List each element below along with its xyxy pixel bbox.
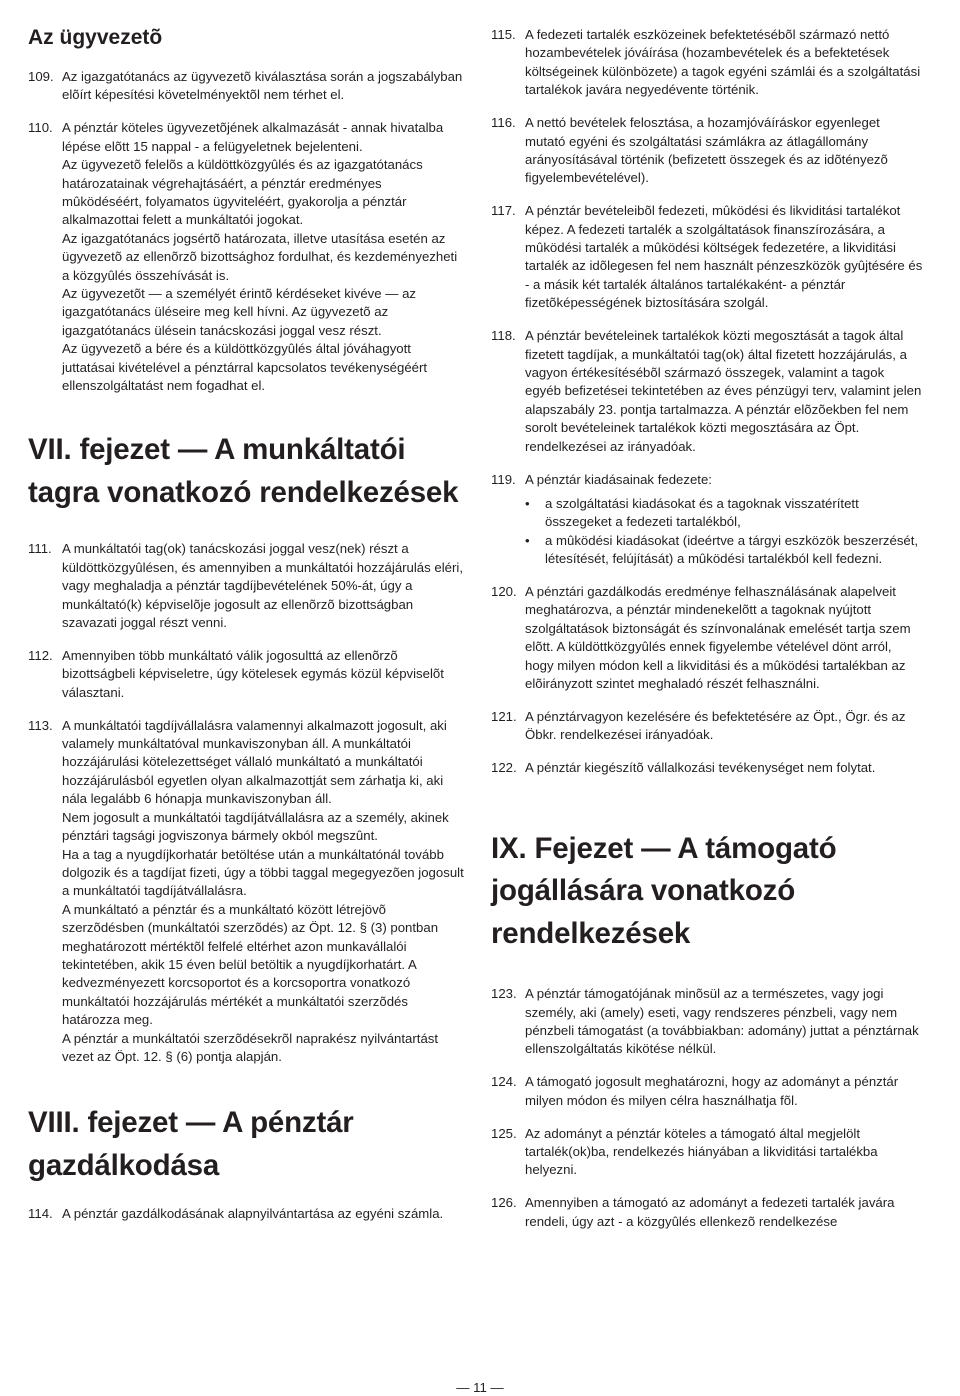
- chapter-title-ix: IX. Fejezet — A támogató jogállására vonatkozó rendelkezések: [491, 831, 837, 950]
- paragraph-text: Ha a tag a nyugdíjkorhatár betöltése után a munkáltatónál tovább dolgozik és a tagdíjat fizeti, úgy a többi taggal megegyezõen jogosult a munkáltatói tagdíjátvállalásra.: [62, 846, 464, 899]
- paragraph-number: 114.: [28, 1206, 53, 1222]
- paragraph-number: 112.: [28, 647, 53, 663]
- paragraph-number: 116.: [491, 115, 516, 131]
- paragraph-112: [28, 647, 465, 702]
- paragraph-text: Az ügyvezetõ a bére és a küldöttközgyûlés által jóváhagyott juttatásai kivételével a pénztárral kapcsolatos tevékenységéért ellenszolgáltatást nem fogadhat el.: [62, 341, 428, 393]
- paragraph-text: A támogató jogosult meghatározni, hogy az adományt a pénztár milyen módon és milyen célra használhatja fõl.: [525, 1074, 899, 1108]
- paragraph-number: 124.: [491, 1074, 517, 1090]
- paragraph-number: 121.: [491, 709, 517, 724]
- paragraph-126: [491, 1194, 923, 1231]
- paragraph-text: Az ügyvezetõ felelõs a küldöttközgyûlés és az igazgatótanács határozatainak végrehajtásáért, a pénztár eredményes mûködéséért, folyamatos ügyviteléért, gyakorolja a pénztár alkalmazottai felett a munkáltatói jogokat.: [62, 157, 423, 228]
- paragraph-text: A pénztár támogatójának minõsül az a természetes, vagy jogi személy, aki (amely) eseti, vagy rendszeres pénzbeli, vagy nem pénzbeli támogatást (a továbbiakban: adomány) juttat a pénztárnak ellenszolgáltatás kikötése nélkül.: [525, 986, 919, 1057]
- paragraph-text: A pénztárvagyon kezelésére és befektetésére az Öpt., Ögr. és az Öbkr. rendelkezései irányadóak.: [525, 709, 906, 743]
- paragraph-113: [28, 717, 465, 1067]
- paragraph-text: A pénztár köteles ügyvezetõjének alkalmazását - annak hivatalba lépése elõtt 15 nappal - a felügyeletnek bejelenteni.: [62, 120, 444, 154]
- list-item: • a mûködési kiadásokat (ideértve a tárgyi eszközök beszerzését, létesítését, felújítását) a mûködési tartalékból kell fedezni.: [525, 532, 923, 569]
- paragraph-number: 125.: [491, 1125, 517, 1141]
- paragraph-123: [491, 985, 923, 1059]
- paragraph-text: A pénztár bevételeinek tartalékok közti megosztását a tagok által fizetett tagdíjak, a munkáltatói tag(ok) által fizetett hozzájárulás, a vagyon értékesítésébõl származó összegek, valamint a tagok egyéb befizetései tekintetében az éves pénzügyi terv, valamint jelen alapszabály 23. pontja tartalmazza. A pénztár elõzõekben fel nem sorolt bevételeinek tartalékok közti megosztására az Öpt. rendelkezései az irányadóak.: [525, 328, 922, 454]
- paragraph-115: [491, 26, 923, 100]
- paragraph-text: Az adományt a pénztár köteles a támogató által megjelölt tartalék(ok)ba, rendelkezés hiányában a likviditási tartalékba helyezni.: [525, 1125, 878, 1178]
- paragraph-122: [491, 759, 923, 777]
- paragraph-109: [28, 68, 465, 105]
- chapter-title-vii: VII. fejezet — A munkáltatói tagra vonatkozó rendelkezések: [28, 433, 459, 509]
- paragraph-text: A munkáltatói tag(ok) tanácskozási joggal vesz(nek) részt a küldöttközgyûlésen, és amennyiben a munkáltatói hozzájárulás eléri, vagy meghaladja a pénztár tagdíjbevételének 50%-át, úgy a munkáltató(k) képviselõje jogosult az ellenõrzõ bizottságban szavazati joggal részt venni.: [62, 541, 463, 631]
- right-column: [491, 26, 923, 1231]
- paragraph-text: Az ügyvezetõt — a személyét érintõ kérdéseket kivéve — az igazgatótanács üléseire meg kell hívni. Az ügyvezetõ az igazgatótanács ülésein tanácskozási joggal vesz részt.: [62, 285, 417, 338]
- paragraph-number: 110.: [28, 120, 53, 136]
- paragraph-110: [28, 119, 465, 395]
- paragraph-number: 126.: [491, 1195, 517, 1211]
- paragraph-number: 109.: [28, 69, 54, 84]
- paragraph-text: A pénztár bevételeibõl fedezeti, mûködési és likviditási tartalékot képez. A fedezeti tartalék a szolgáltatások finanszírozására, a mûködési tartalék a mûködési költségek fedezetére, a likviditási tartalék az idõlegesen fel nem használt pénzeszközök gyûjtésére és - a másik két tartalék általános tartalékaként- a pénztár fizetõképességének biztosítására szolgál.: [525, 203, 923, 311]
- paragraph-number: 119.: [491, 471, 516, 487]
- paragraph-111: [28, 540, 465, 632]
- page-number: — 11 —: [456, 1380, 504, 1395]
- paragraph-118: [491, 327, 923, 456]
- paragraph-120: [491, 583, 923, 693]
- paragraph-119: [491, 471, 923, 489]
- paragraph-114: [28, 1205, 465, 1223]
- paragraph-number: 122.: [491, 760, 517, 776]
- paragraph-text: A pénztár gazdálkodásának alapnyilvántartása az egyéni számla.: [62, 1206, 444, 1222]
- paragraph-text: A munkáltató a pénztár és a munkáltató között létrejövõ szerzõdésben (munkáltatói szerzõdés) az Öpt. 12. § (3) pontban meghatározott mértéktõl felfelé eltérhet azon munkavállalói tekintetében, akik 15 éven belül betöltik a nyugdíjkorhatárt. A kedvezményezett korcsoportot és a korcsoportra vonatkozó munkáltatói hozzájárulás mértékét a munkáltatói szerzõdés határozza meg.: [62, 901, 439, 1028]
- paragraph-text: A pénztár kiegészítõ vállalkozási tevékenységet nem folytat.: [525, 760, 876, 776]
- paragraph-number: 111.: [28, 541, 52, 557]
- paragraph-121: [491, 708, 923, 745]
- paragraph-text: Nem jogosult a munkáltatói tagdíjátvállalásra az a személy, akinek pénztári tagsági jogviszonya bármely okból megszûnt.: [62, 809, 449, 844]
- paragraph-number: 113.: [28, 717, 53, 733]
- paragraph-number: 120.: [491, 584, 517, 600]
- paragraph-number: 118.: [491, 328, 516, 344]
- paragraph-116: [491, 114, 923, 188]
- section-title-ugyvezeto: Az ügyvezetõ: [28, 26, 163, 49]
- paragraph-125: [491, 1125, 923, 1180]
- chapter-title-viii: VIII. fejezet — A pénztár gazdálkodása: [28, 1106, 354, 1182]
- paragraph-text: Amennyiben a támogató az adományt a fedezeti tartalék javára rendeli, úgy azt - a közgyûlés ellenkezõ rendelkezése: [525, 1195, 895, 1229]
- paragraph-number: 123.: [491, 986, 517, 1002]
- expense-coverage-list: [525, 495, 923, 569]
- paragraph-number: 117.: [491, 203, 516, 219]
- paragraph-text: A pénztár kiadásainak fedezete:: [525, 471, 712, 487]
- paragraph-117: [491, 202, 923, 312]
- list-item: • a szolgáltatási kiadásokat és a tagoknak visszatérített összegeket a fedezeti tartalékból,: [525, 495, 923, 532]
- paragraph-text: A pénztár a munkáltatói szerzõdésekrõl naprakész nyilvántartást vezet az Öpt. 12. § (6) pontja alapján.: [62, 1030, 439, 1064]
- paragraph-text: A nettó bevételek felosztása, a hozamjóváíráskor egyenleget mutató egyéni és szolgáltatási számlákra az átlagállomány arányosításával történik (befizetett összegek és az idõtényezõ figyelembevételével).: [525, 115, 888, 186]
- paragraph-text: Az igazgatótanács az ügyvezetõ kiválasztása során a jogszabályban elõírt képesítési követelményektõl nem térhet el.: [62, 69, 463, 103]
- paragraph-text: Az igazgatótanács jogsértõ határozata, illetve utasítása esetén az ügyvezetõ az ellenõrzõ bizottsághoz fordulhat, és kezdeményezheti a közgyûlés összehívását is.: [62, 230, 458, 283]
- paragraph-124: [491, 1073, 923, 1110]
- paragraph-text: Amennyiben több munkáltató válik jogosulttá az ellenõrzõ bizottságbeli képviseletre, úgy kötelesek egymás közül képviselõt választani.: [62, 647, 444, 700]
- paragraph-text: A pénztári gazdálkodás eredménye felhasználásának alapelveit meghatározva, a pénztár mindenekelõtt a tagoknak nyújtott szolgáltatások biztonságát és színvonalának emelését tartja szem elõtt. A küldöttközgyûlés ennek figyelembe vételével dönt arról, hogy milyen módon kell a likviditási és a mûködési tartalékban az elõirányzott szintet meghaladó részét felhasználni.: [525, 584, 911, 692]
- paragraph-number: 115.: [491, 27, 516, 42]
- paragraph-text: A munkáltatói tagdíjvállalásra valamennyi alkalmazott jogosult, aki valamely munkáltatóval munkaviszonyban áll. A munkáltatói hozzájárulási kötelezettséget vállaló munkáltató a munkáltatói hozzájárulásból egyetlen olyan alkalmazottját sem zárhatja ki, aki nála legalább 6 hónapja munkaviszonyban áll.: [62, 717, 447, 807]
- paragraph-text: A fedezeti tartalék eszközeinek befektetésébõl származó nettó hozambevételek jóváírása (hozambevételek és a befektetések költségeinek különbözete) a tagok egyéni számlái és a szolgáltatási tartalékok javára negyedévente történik.: [525, 27, 921, 98]
- left-column: [28, 0, 465, 1224]
